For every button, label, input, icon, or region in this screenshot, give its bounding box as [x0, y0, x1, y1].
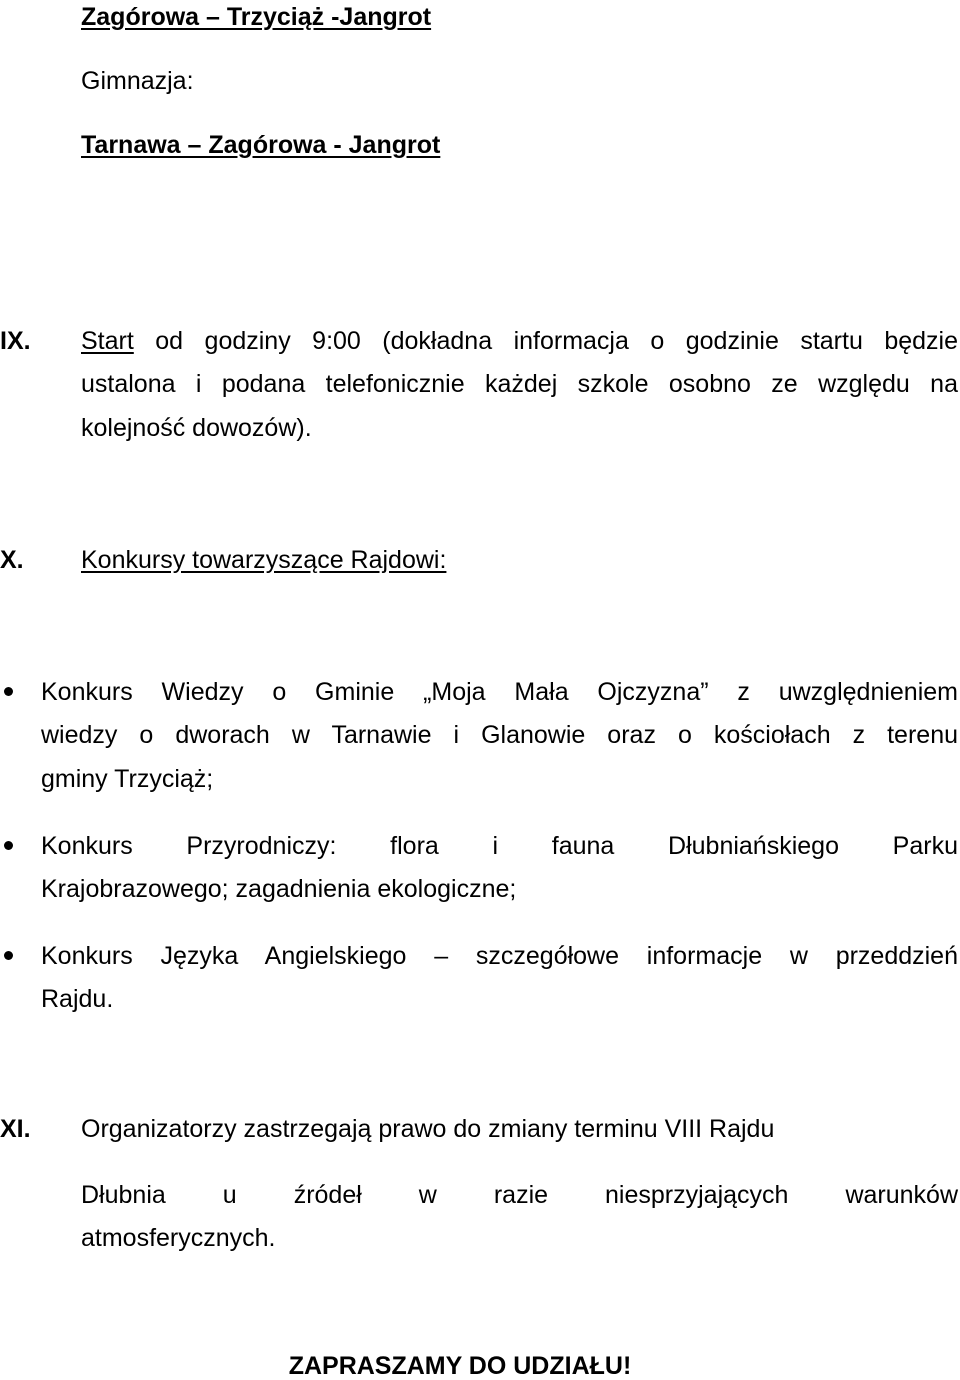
contest-english-line-1: Konkurs Języka Angielskiego – szczegółowe informacje w przeddzień — [41, 942, 958, 970]
section-ix-line-1 — [81, 326, 958, 356]
section-ix-line-2: ustalona i podana telefonicznie każdej szkole osobno ze względu na — [81, 370, 958, 398]
section-x-heading: Konkursy towarzyszące Rajdowi: — [81, 546, 447, 574]
section-ix-number: IX. — [0, 327, 31, 355]
start-word: Start — [81, 327, 134, 355]
contest-knowledge-line-3: gminy Trzyciąż; — [41, 765, 214, 793]
section-xi-line-2: Dłubnia u źródeł w razie niesprzyjających warunków — [81, 1181, 958, 1209]
section-xi-number: XI. — [0, 1115, 31, 1143]
bullet-icon — [4, 951, 13, 960]
section-xi-line-1: Organizatorzy zastrzegają prawo do zmiany terminu VIII Rajdu — [81, 1115, 775, 1143]
route-zagorowa-trzyciaz-jangrot: Zagórowa – Trzyciąż -Jangrot — [81, 3, 432, 31]
contest-knowledge-line-1: Konkurs Wiedzy o Gminie „Moja Mała Ojczyzna” z uwzględnieniem — [41, 678, 958, 706]
section-ix-line-3: kolejność dowozów). — [81, 414, 312, 442]
contest-knowledge-line-2: wiedzy o dworach w Tarnawie i Glanowie oraz o kościołach z terenu — [41, 721, 958, 749]
section-xi-line-3: atmosferycznych. — [81, 1224, 276, 1252]
contest-nature-line-2: Krajobrazowego; zagadnienia ekologiczne; — [41, 875, 517, 903]
route-tarnawa-zagorowa-jangrot: Tarnawa – Zagórowa - Jangrot — [81, 131, 441, 159]
section-x-number: X. — [0, 546, 24, 574]
contest-nature-line-1: Konkurs Przyrodniczy: flora i fauna Dłubniańskiego Parku — [41, 832, 958, 860]
bullet-icon — [4, 687, 13, 696]
bullet-icon — [4, 841, 13, 850]
closing-invitation: ZAPRASZAMY DO UDZIAŁU! — [288, 1352, 632, 1380]
contest-english-line-2: Rajdu. — [41, 985, 114, 1013]
section-ix-line-1-rest: od godziny 9:00 (dokładna informacja o godzinie startu będzie — [133, 327, 958, 355]
gimnazja-label: Gimnazja: — [81, 67, 194, 95]
